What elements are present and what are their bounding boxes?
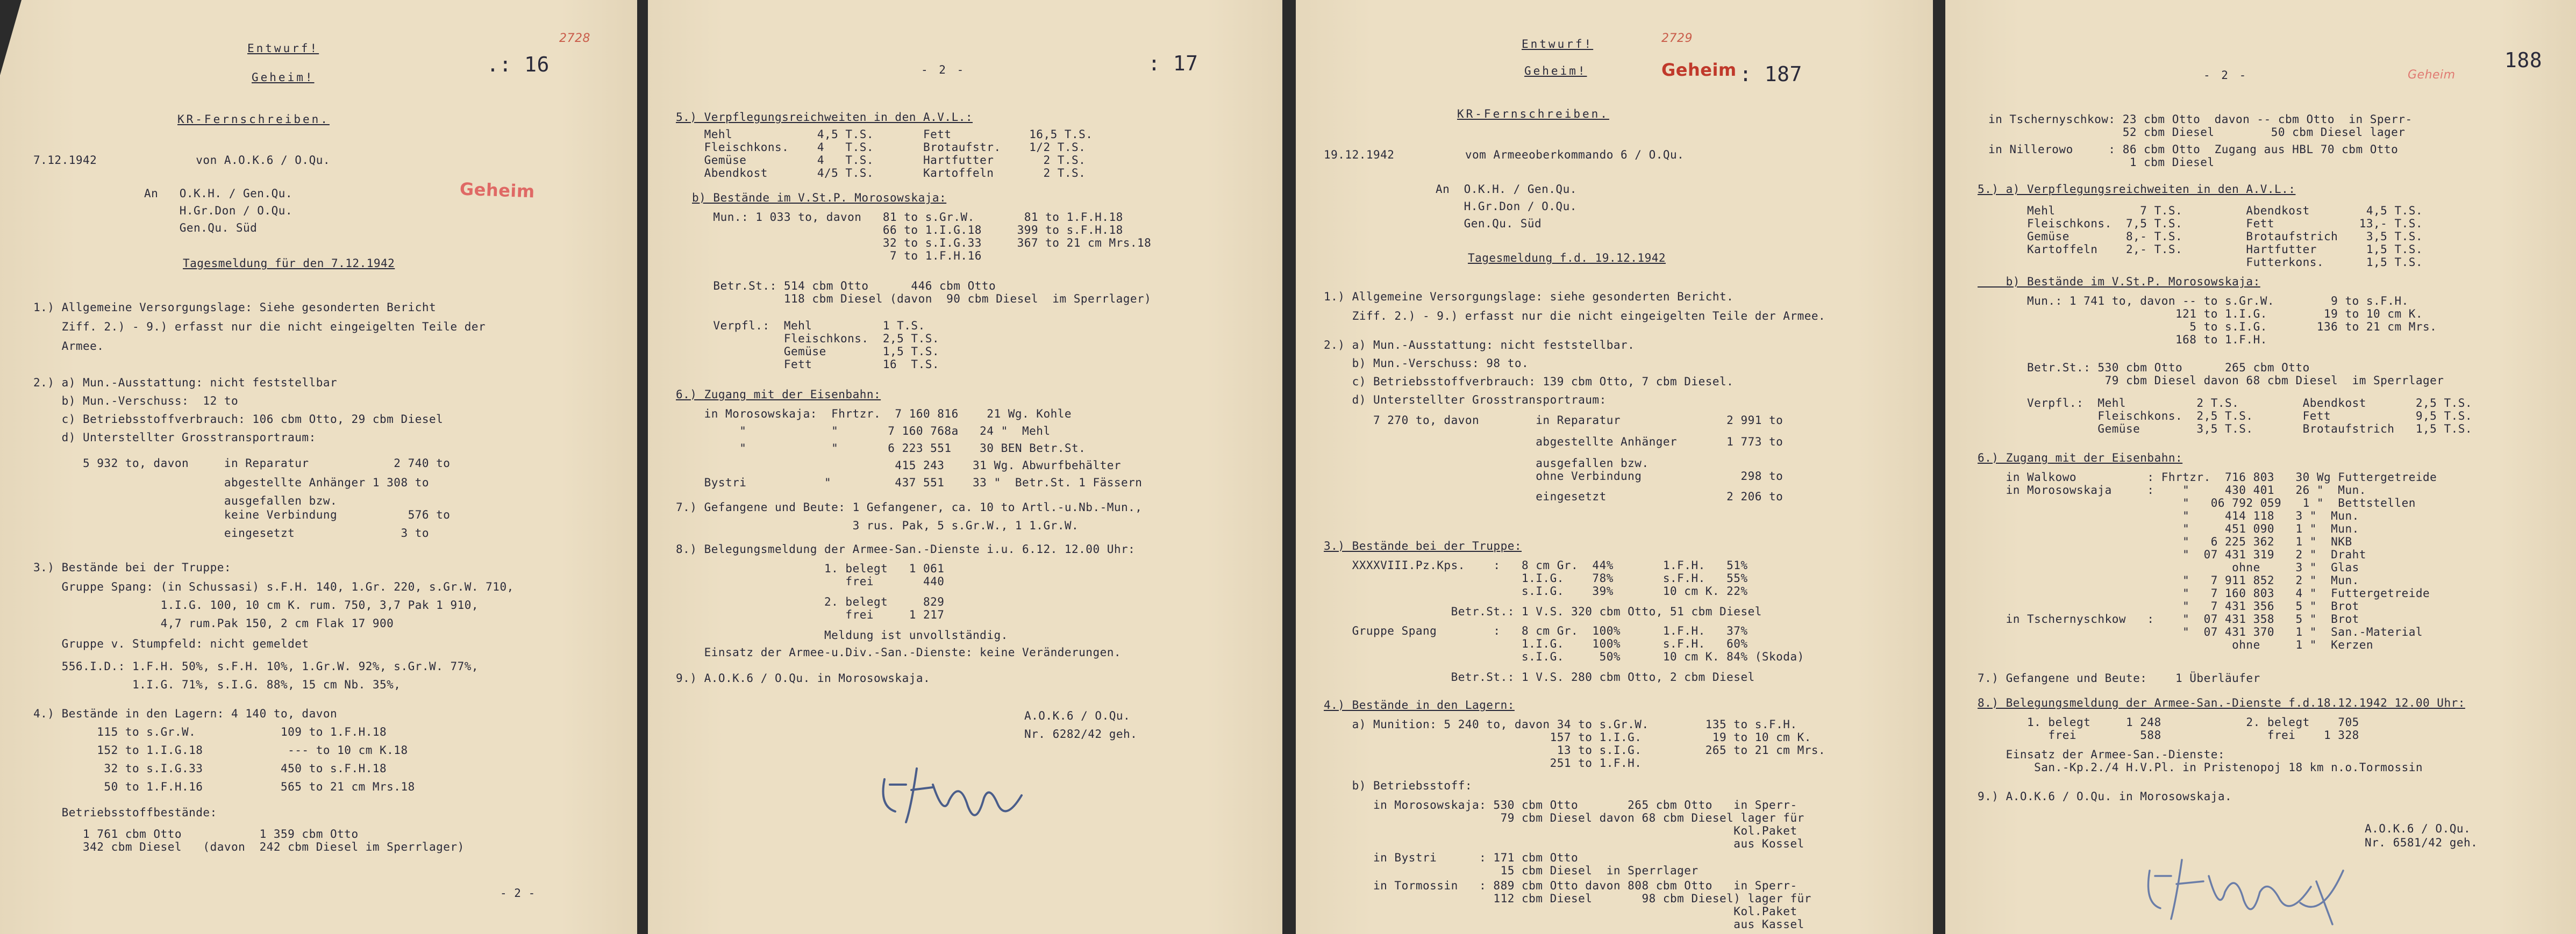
text-line: in Morosowskaja : " 430 401 26 " Mun.: [1978, 484, 2366, 497]
text-line: 342 cbm Diesel (davon 242 cbm Diesel im Sperrlager): [33, 840, 465, 853]
text-line: 7 to 1.F.H.16: [692, 249, 982, 262]
text-line: 1.I.G. 100% s.F.H. 60%: [1324, 637, 1748, 650]
text-line: in Tschernyschkow: 23 cbm Otto davon -- cbm Otto in Sperr-: [1988, 113, 2413, 126]
secret-label: Geheim!: [1524, 64, 1587, 77]
text-line: " 7 431 356 5 " Brot: [1978, 600, 2359, 613]
section-heading: 8.) Belegungsmeldung der Armee-San.-Dienste i.u. 6.12. 12.00 Uhr:: [676, 543, 1136, 556]
text-line: Gemüse 1,5 T.S.: [692, 345, 940, 358]
text-line: 79 cbm Diesel davon 68 cbm Diesel lager für: [1324, 811, 1804, 824]
text-line: 3 rus. Pak, 5 s.Gr.W., 1 1.Gr.W.: [676, 519, 1079, 532]
text-line: in Nillerowo : 86 cbm Otto Zugang aus HBL 70 cbm Otto: [1988, 143, 2399, 156]
text-line: 2.) a) Mun.-Ausstattung: nicht feststellbar: [33, 376, 338, 389]
text-line: 2. belegt 829: [676, 595, 945, 608]
text-line: Meldung ist unvollständig.: [676, 629, 1008, 642]
text-line: Armee.: [33, 340, 104, 353]
draft-label: Entwurf!: [1522, 38, 1594, 51]
text-line: Gruppe Spang: (in Schussasi) s.F.H. 140, 1.Gr. 220, s.Gr.W. 710,: [33, 580, 514, 593]
text-line: " 7 911 852 2 " Mun.: [1978, 574, 2359, 587]
text-line: San.-Kp.2./4 H.V.Pl. in Pristenopoj 18 km n.o.Tormossin: [1978, 761, 2423, 774]
section-heading: 8.) Belegungsmeldung der Armee-San.-Dienste f.d.18.12.1942 12.00 Uhr:: [1978, 696, 2465, 709]
secret-stamp: Geheim: [1661, 60, 1737, 80]
text-line: 4,7 rum.Pak 150, 2 cm Flak 17 900: [33, 617, 394, 630]
text-line: a) Munition: 5 240 to, davon 34 to s.Gr.W. 135 to s.F.H.: [1324, 718, 1797, 731]
text-line: Futterkons. 1,5 T.S.: [1978, 256, 2423, 269]
text-line: 7.) Gefangene und Beute: 1 Überläufer: [1978, 672, 2260, 685]
text-line: 118 cbm Diesel (davon 90 cbm Diesel im Sperrlager): [692, 292, 1152, 305]
text-line: abgestellte Anhänger 1 308 to: [33, 476, 430, 489]
text-line: Fett 16 T.S.: [692, 358, 940, 371]
text-line: aus Kassel: [1324, 918, 1804, 931]
text-line: Gruppe v. Stumpfeld: nicht gemeldet: [33, 637, 309, 650]
text-line: ausgefallen bzw.: [1324, 457, 1649, 470]
text-line: 4.) Bestände in den Lagern: 4 140 to, davon: [33, 707, 338, 720]
text-line: 1.) Allgemeine Versorgungslage: siehe gesonderten Bericht.: [1324, 290, 1734, 303]
section-heading: 3.) Bestände bei der Truppe:: [1324, 540, 1522, 552]
text-line: 112 cbm Diesel 98 cbm Diesel) lager für: [1324, 892, 1811, 905]
text-line: Fleischkons. 7,5 T.S. Fett 13,- T.S.: [1978, 217, 2423, 230]
text-line: Kol.Paket: [1324, 824, 1797, 837]
text-line: 7.) Gefangene und Beute: 1 Gefangener, ca. 10 to Artl.-u.Nb.-Mun.,: [676, 501, 1143, 514]
text-line: Kol.Paket: [1324, 905, 1797, 918]
text-line: 79 cbm Diesel davon 68 cbm Diesel im Sperrlager: [1978, 374, 2444, 387]
recipient-line: An O.K.H. / Gen.Qu.: [1436, 183, 1577, 196]
text-line: " 414 118 3 " Mun.: [1978, 509, 2359, 522]
text-line: keine Verbindung 576 to: [33, 508, 451, 521]
text-line: frei 440: [676, 575, 945, 588]
secret-label: Geheim!: [252, 71, 315, 84]
text-line: Fleischkons. 4 T.S. Brotaufstr. 1/2 T.S.: [676, 141, 1086, 154]
archive-pencil-number: 2728: [559, 32, 590, 45]
text-line: eingesetzt 3 to: [33, 527, 430, 540]
document-page-2: [648, 0, 1282, 934]
text-line: Betr.St.: 1 V.S. 280 cbm Otto, 2 cbm Diesel: [1324, 671, 1755, 684]
section-heading: 4.) Bestände in den Lagern:: [1324, 699, 1515, 712]
text-line: 121 to 1.I.G. 19 to 10 cm K.: [1978, 307, 2423, 320]
text-line: Mun.: 1 033 to, davon 81 to s.Gr.W. 81 to 1.F.H.18: [692, 211, 1123, 224]
text-line: Gemüse 8,- T.S. Brotaufstrich 3,5 T.S.: [1978, 230, 2423, 243]
text-line: 9.) A.O.K.6 / O.Qu. in Morosowskaja.: [1978, 790, 2232, 803]
text-line: ohne 1 " Kerzen: [1978, 638, 2374, 651]
text-line: 3.) Bestände bei der Truppe:: [33, 561, 232, 574]
text-line: 32 to s.I.G.33 450 to s.F.H.18: [33, 762, 387, 775]
secret-stamp: Geheim: [459, 178, 536, 202]
text-line: 9.) A.O.K.6 / O.Qu. in Morosowskaja.: [676, 672, 931, 685]
text-line: 32 to s.I.G.33 367 to 21 cm Mrs.18: [692, 236, 1152, 249]
text-line: Ziff. 2.) - 9.) erfasst nur die nicht eingeigelten Teile der: [33, 320, 486, 333]
text-line: Abendkost 4/5 T.S. Kartoffeln 2 T.S.: [676, 167, 1086, 179]
text-line: 1.I.G. 71%, s.I.G. 88%, 15 cm Nb. 35%,: [33, 678, 401, 691]
text-line: " " 7 160 768a 24 " Mehl: [676, 425, 1051, 437]
document-page-1: [0, 0, 637, 934]
text-line: 5 932 to, davon in Reparatur 2 740 to: [33, 457, 451, 470]
text-line: in Morosowskaja: Fhrtzr. 7 160 816 21 Wg. Kohle: [676, 407, 1072, 420]
text-line: 115 to s.Gr.W. 109 to 1.F.H.18: [33, 725, 387, 738]
text-line: Fleischkons. 2,5 T.S.: [692, 332, 940, 345]
text-line: 157 to 1.I.G. 19 to 10 cm K.: [1324, 731, 1811, 744]
signature-block: A.O.K.6 / O.Qu.: [1024, 709, 1131, 722]
section-heading: 6.) Zugang mit der Eisenbahn:: [1978, 451, 2183, 464]
text-line: Betriebsstoffbestände:: [33, 806, 217, 819]
text-line: Bystri " 437 551 33 " Betr.St. 1 Fässern: [676, 476, 1143, 489]
text-line: 1.) Allgemeine Versorgungslage: Siehe gesonderten Bericht: [33, 301, 437, 314]
text-line: in Tschernyschkow : " 07 431 358 5 " Brot: [1978, 613, 2359, 626]
text-line: in Tormossin : 889 cbm Otto davon 808 cbm Otto in Sperr-: [1324, 879, 1797, 892]
text-line: s.I.G. 39% 10 cm K. 22%: [1324, 585, 1748, 598]
text-line: in Morosowskaja: 530 cbm Otto 265 cbm Otto in Sperr-: [1324, 799, 1797, 811]
text-line: 1 761 cbm Otto 1 359 cbm Otto: [33, 828, 359, 840]
text-line: Ziff. 2.) - 9.) erfasst nur die nicht eingeigelten Teile der Armee.: [1324, 310, 1826, 322]
section-heading: 5.) a) Verpflegungsreichweiten in den A.V.L.:: [1978, 183, 2296, 196]
page-footer: - 2 -: [500, 887, 536, 900]
text-line: " 7 160 803 4 " Futtergetreide: [1978, 587, 2430, 600]
text-line: 1 cbm Diesel: [1988, 156, 2215, 169]
text-line: frei 1 217: [676, 608, 945, 621]
text-line: 251 to 1.F.H.: [1324, 757, 1642, 770]
text-line: Verpfl.: Mehl 1 T.S.: [692, 319, 925, 332]
archive-pencil-number: 2729: [1661, 32, 1693, 45]
text-line: b) Mun.-Verschuss: 12 to: [33, 394, 239, 407]
document-page-3: [1296, 0, 1933, 934]
text-line: 1.I.G. 100, 10 cm K. rum. 750, 3,7 Pak 1 910,: [33, 599, 479, 612]
text-line: 168 to 1.F.H.: [1978, 333, 2267, 346]
section-heading: 5.) Verpflegungsreichweiten in den A.V.L.:: [676, 111, 973, 124]
recipient-line: H.Gr.Don / O.Qu.: [1436, 200, 1577, 213]
text-line: " 07 431 319 2 " Draht: [1978, 548, 2366, 561]
text-line: 7 270 to, davon in Reparatur 2 991 to: [1324, 414, 1783, 427]
date-line: 7.12.1942 von A.O.K.6 / O.Qu.: [33, 154, 331, 167]
text-line: Einsatz der Armee-San.-Dienste:: [1978, 748, 2225, 761]
text-line: " 07 431 370 1 " San.-Material: [1978, 626, 2423, 638]
page-number: - 2 -: [921, 63, 966, 76]
page-number: - 2 -: [2203, 69, 2249, 82]
text-line: c) Betriebsstoffverbrauch: 139 cbm Otto, 7 cbm Diesel.: [1324, 375, 1734, 388]
text-line: 1.I.G. 78% s.F.H. 55%: [1324, 572, 1748, 585]
text-line: frei 588 frei 1 328: [1978, 729, 2359, 742]
text-line: XXXXVIII.Pz.Kps. : 8 cm Gr. 44% 1.F.H. 51%: [1324, 559, 1748, 572]
recipient-line: An O.K.H. / Gen.Qu.: [144, 187, 293, 200]
text-line: 66 to 1.I.G.18 399 to s.F.H.18: [692, 224, 1123, 236]
section-heading: b) Bestände im V.St.P. Morosowskaja:: [1978, 275, 2260, 288]
text-line: 5 to s.I.G. 136 to 21 cm Mrs.: [1978, 320, 2437, 333]
text-line: d) Unterstellter Grosstransportraum:: [1324, 393, 1607, 406]
text-line: b) Mun.-Verschuss: 98 to.: [1324, 357, 1529, 370]
text-line: ohne Verbindung 298 to: [1324, 470, 1783, 483]
text-line: Betr.St.: 514 cbm Otto 446 cbm Otto: [692, 279, 996, 292]
text-line: b) Betriebsstoff:: [1324, 779, 1473, 792]
draft-label: Entwurf!: [247, 42, 319, 55]
text-line: 415 243 31 Wg. Abwurfbehälter: [676, 459, 1122, 472]
text-line: ohne 3 " Glas: [1978, 561, 2359, 574]
text-line: 50 to 1.F.H.16 565 to 21 cm Mrs.18: [33, 780, 415, 793]
reference-number: Nr. 6581/42 geh.: [2365, 836, 2478, 849]
section-heading: 6.) Zugang mit der Eisenbahn:: [676, 388, 881, 401]
report-title: Tagesmeldung für den 7.12.1942: [183, 257, 395, 270]
folio-number: : 17: [1148, 52, 1198, 75]
text-line: Gruppe Spang : 8 cm Gr. 100% 1.F.H. 37%: [1324, 624, 1748, 637]
text-line: Betr.St.: 530 cbm Otto 265 cbm Otto: [1978, 361, 2310, 374]
document-page-4: [1945, 0, 2576, 934]
text-line: Einsatz der Armee-u.Div.-San.-Dienste: keine Veränderungen.: [676, 646, 1122, 659]
report-title: Tagesmeldung f.d. 19.12.1942: [1468, 252, 1666, 264]
document-heading: KR-Fernschreiben.: [177, 113, 330, 126]
document-heading: KR-Fernschreiben.: [1457, 107, 1609, 120]
text-line: 152 to 1.I.G.18 --- to 10 cm K.18: [33, 744, 408, 757]
recipient-line: Gen.Qu. Süd: [144, 221, 258, 234]
text-line: Mehl 7 T.S. Abendkost 4,5 T.S.: [1978, 204, 2423, 217]
text-line: eingesetzt 2 206 to: [1324, 490, 1783, 503]
text-line: s.I.G. 50% 10 cm K. 84% (Skoda): [1324, 650, 1804, 663]
text-line: Mun.: 1 741 to, davon -- to s.Gr.W. 9 to s.F.H.: [1978, 294, 2409, 307]
text-line: 15 cbm Diesel in Sperrlager: [1324, 864, 1699, 877]
text-line: Gemüse 3,5 T.S. Brotaufstrich 1,5 T.S.: [1978, 422, 2473, 435]
text-line: Betr.St.: 1 V.S. 320 cbm Otto, 51 cbm Diesel: [1324, 605, 1762, 618]
text-line: 13 to s.I.G. 265 to 21 cm Mrs.: [1324, 744, 1826, 757]
text-line: Fleischkons. 2,5 T.S. Fett 9,5 T.S.: [1978, 409, 2473, 422]
text-line: " 06 792 059 1 " Bettstellen: [1978, 497, 2416, 509]
signature-block: A.O.K.6 / O.Qu.: [2365, 822, 2471, 835]
secret-stamp-faint: Geheim: [2408, 68, 2456, 82]
text-line: ausgefallen bzw.: [33, 494, 338, 507]
folio-number: .: 16: [487, 53, 550, 76]
text-line: in Bystri : 171 cbm Otto: [1324, 851, 1579, 864]
text-line: Verpfl.: Mehl 2 T.S. Abendkost 2,5 T.S.: [1978, 397, 2473, 409]
text-line: Mehl 4,5 T.S. Fett 16,5 T.S.: [676, 128, 1093, 141]
recipient-line: Gen.Qu. Süd: [1436, 217, 1542, 230]
reference-number: Nr. 6282/42 geh.: [1024, 728, 1138, 741]
folio-number: : 187: [1739, 62, 1802, 86]
text-line: d) Unterstellter Grosstransportraum:: [33, 431, 316, 444]
text-line: 52 cbm Diesel 50 cbm Diesel lager: [1988, 126, 2406, 139]
text-line: 2.) a) Mun.-Ausstattung: nicht feststellbar.: [1324, 339, 1635, 351]
handwritten-signature: [874, 747, 1035, 833]
section-heading: b) Bestände im V.St.P. Morosowskaja:: [692, 191, 947, 204]
text-line: " " 6 223 551 30 BEN Betr.St.: [676, 442, 1086, 455]
folio-number: 188: [2504, 48, 2543, 72]
handwritten-signature: [2139, 838, 2365, 930]
recipient-line: H.Gr.Don / O.Qu.: [144, 204, 293, 217]
text-line: Kartoffeln 2,- T.S. Hartfutter 1,5 T.S.: [1978, 243, 2423, 256]
text-line: abgestellte Anhänger 1 773 to: [1324, 435, 1783, 448]
text-line: 1. belegt 1 061: [676, 562, 945, 575]
text-line: " 451 090 1 " Mun.: [1978, 522, 2359, 535]
text-line: c) Betriebsstoffverbrauch: 106 cbm Otto, 29 cbm Diesel: [33, 413, 444, 426]
date-line: 19.12.1942 vom Armeeoberkommando 6 / O.Qu.: [1324, 148, 1685, 161]
page-corner-fold: [0, 0, 22, 75]
text-line: Gemüse 4 T.S. Hartfutter 2 T.S.: [676, 154, 1086, 167]
text-line: 556.I.D.: 1.F.H. 50%, s.F.H. 10%, 1.Gr.W. 92%, s.Gr.W. 77%,: [33, 660, 479, 673]
text-line: 1. belegt 1 248 2. belegt 705: [1978, 716, 2359, 729]
text-line: aus Kossel: [1324, 837, 1804, 850]
text-line: " 6 225 362 1 " NKB: [1978, 535, 2352, 548]
text-line: in Walkowo : Fhrtzr. 716 803 30 Wg Futtergetreide: [1978, 471, 2437, 484]
